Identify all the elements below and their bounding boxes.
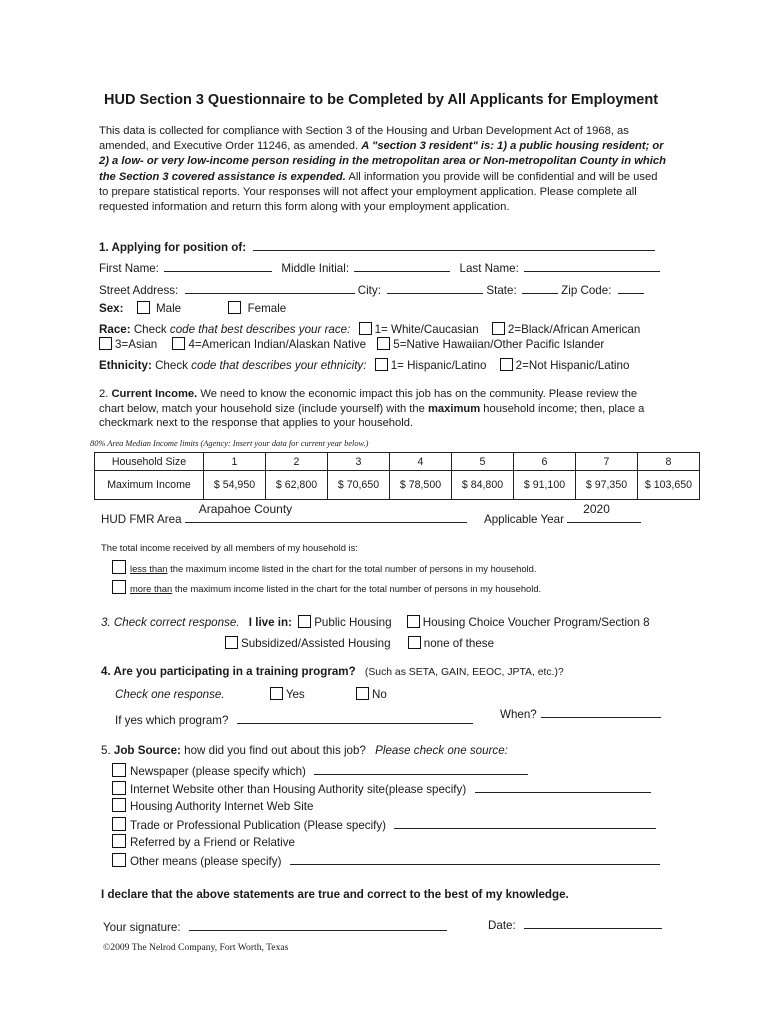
size-cell: 2 xyxy=(266,453,328,471)
yes-label: Yes xyxy=(285,688,305,701)
income-table xyxy=(94,452,700,500)
total-income-text: The total income received by all members of my household is: xyxy=(101,542,358,553)
applying-label: 1. Applying for position of: xyxy=(99,241,247,254)
income-cell: $ 97,350 xyxy=(576,471,638,500)
middle-initial-field[interactable] xyxy=(354,259,450,272)
ethnicity-prompt-check: Check xyxy=(155,359,192,372)
housing-row-1 xyxy=(101,615,650,629)
sex-row xyxy=(99,301,286,315)
signature-label: Your signature: xyxy=(103,921,181,934)
source-item-website xyxy=(112,780,651,796)
training-row xyxy=(101,665,564,678)
size-cell: 8 xyxy=(638,453,700,471)
year-value: 2020 xyxy=(583,502,610,516)
sex-label: Sex: xyxy=(99,302,124,315)
source-number: 5. xyxy=(101,744,111,757)
public-housing-checkbox[interactable] xyxy=(298,615,311,628)
position-field[interactable] xyxy=(253,238,655,251)
race-label: Race: xyxy=(99,323,131,336)
city-label: City: xyxy=(357,284,381,297)
voucher-checkbox[interactable] xyxy=(407,615,420,628)
race-1-checkbox[interactable] xyxy=(359,322,372,335)
size-cell: 6 xyxy=(514,453,576,471)
income-cell: $ 91,100 xyxy=(514,471,576,500)
ethnicity-label: Ethnicity: xyxy=(99,359,152,372)
trade-field[interactable] xyxy=(394,816,656,829)
source-question: how did you find out about this job? xyxy=(180,744,366,757)
intro-text-1: This data is collected for compliance with Section 3 of the Housing and Urban Development Act of 1968, as amended, and Executive Order 11246, as amended. xyxy=(99,125,629,153)
less-than-underlined: less than xyxy=(130,563,168,574)
fmr-row xyxy=(101,502,641,526)
other-field[interactable] xyxy=(290,852,660,865)
size-cell: 7 xyxy=(576,453,638,471)
intro-section3-definition: A "section 3 resident" is: 1) a public housing resident; or 2) a low- or very low-income person residing in the metropolitan area or Non-metropolitan County in which the Section 3 covered assistance is expended. xyxy=(99,140,666,183)
fmr-label: HUD FMR Area xyxy=(101,513,182,526)
housing-question: 3. Check correct response. xyxy=(101,616,240,629)
referral-label: Referred by a Friend or Relative xyxy=(130,836,295,849)
signature-row xyxy=(103,918,447,934)
street-label: Street Address: xyxy=(99,284,179,297)
signature-field[interactable] xyxy=(189,918,447,931)
trade-label: Trade or Professional Publication (Please specify) xyxy=(130,819,387,832)
middle-initial-label: Middle Initial: xyxy=(281,262,350,275)
program-field[interactable] xyxy=(237,711,473,724)
ethnicity-1-label: 1= Hispanic/Latino xyxy=(390,359,487,372)
female-label: Female xyxy=(247,302,287,315)
ha-site-checkbox[interactable] xyxy=(112,798,126,812)
income-number: 2. xyxy=(99,388,109,400)
table-row-household-size xyxy=(95,453,700,471)
race-prompt: code that best describes your race: xyxy=(169,323,351,336)
more-than-underlined: more than xyxy=(130,583,173,594)
size-cell: 1 xyxy=(204,453,266,471)
footer-copyright: ©2009 The Nelrod Company, Fort Worth, Texas xyxy=(103,942,289,953)
ethnicity-2-label: 2=Not Hispanic/Latino xyxy=(515,359,630,372)
race-row-2 xyxy=(99,337,604,351)
other-checkbox[interactable] xyxy=(112,853,126,867)
income-instructions xyxy=(99,387,665,431)
page-title: HUD Section 3 Questionnaire to be Completed by All Applicants for Employment xyxy=(104,92,659,108)
income-heading: Current Income. xyxy=(111,388,198,400)
program-row xyxy=(115,711,473,727)
more-than-text: the maximum income listed in the chart for the total number of persons in my household. xyxy=(172,583,542,594)
fmr-value: Arapahoe County xyxy=(198,502,293,516)
yes-checkbox[interactable] xyxy=(270,687,283,700)
when-label: When? xyxy=(500,708,537,721)
intro-text-3: All information you provide will be confidential and will be used to prepare statistical reports. Your responses will not affect your employment application. Please complete all requested information and return this form along with your employment application. xyxy=(99,170,658,214)
year-field[interactable] xyxy=(567,502,641,523)
source-item-referral xyxy=(112,834,295,849)
more-than-row xyxy=(112,580,541,594)
agency-note: 80% Area Median Income limits (Agency: Insert your data for current year below.) xyxy=(90,439,369,448)
fmr-field[interactable] xyxy=(185,502,467,523)
no-label: No xyxy=(371,688,387,701)
male-checkbox[interactable] xyxy=(137,301,150,314)
newspaper-checkbox[interactable] xyxy=(112,763,126,777)
race-2-label: 2=Black/African American xyxy=(507,323,641,336)
website-field[interactable] xyxy=(475,780,651,793)
race-2-checkbox[interactable] xyxy=(492,322,505,335)
newspaper-label: Newspaper (please specify which) xyxy=(130,765,306,778)
size-cell: 4 xyxy=(390,453,452,471)
race-1-label: 1= White/Caucasian xyxy=(374,323,479,336)
income-cell: $ 84,800 xyxy=(452,471,514,500)
size-cell: 3 xyxy=(328,453,390,471)
housing-row-2 xyxy=(225,636,494,650)
year-label: Applicable Year xyxy=(484,513,564,526)
source-item-trade xyxy=(112,816,656,832)
city-field[interactable] xyxy=(387,281,483,294)
subsidized-checkbox[interactable] xyxy=(225,636,238,649)
training-choice-row xyxy=(115,687,387,701)
ethnicity-row xyxy=(99,358,629,372)
source-item-newspaper xyxy=(112,762,528,778)
income-text-maximum: maximum xyxy=(427,402,481,415)
income-cell: $ 70,650 xyxy=(328,471,390,500)
income-cell: $ 54,950 xyxy=(204,471,266,500)
race-5-label: 5=Native Hawaiian/Other Pacific Islander xyxy=(393,338,605,351)
ethnicity-1-checkbox[interactable] xyxy=(375,358,388,371)
source-item-other xyxy=(112,852,660,868)
referral-checkbox[interactable] xyxy=(112,834,126,848)
race-4-checkbox[interactable] xyxy=(172,337,185,350)
when-row xyxy=(500,705,661,721)
race-row-1 xyxy=(99,322,640,336)
race-5-checkbox[interactable] xyxy=(377,337,390,350)
live-in-label: I live in: xyxy=(248,616,292,629)
training-examples: (Such as SETA, GAIN, EEOC, JPTA, etc.)? xyxy=(364,667,564,678)
date-field[interactable] xyxy=(524,916,662,929)
income-cell: $ 103,650 xyxy=(638,471,700,500)
declaration: I declare that the above statements are true and correct to the best of my knowledge. xyxy=(101,888,569,901)
state-field[interactable] xyxy=(522,281,558,294)
state-label: State: xyxy=(486,284,517,297)
none-checkbox[interactable] xyxy=(408,636,421,649)
ha-site-label: Housing Authority Internet Web Site xyxy=(130,800,314,813)
female-checkbox[interactable] xyxy=(228,301,241,314)
source-question-row xyxy=(101,744,508,757)
source-label: Job Source: xyxy=(113,744,181,757)
race-prompt-check: Check xyxy=(133,323,170,336)
training-question: 4. Are you participating in a training program? xyxy=(101,665,356,678)
maximum-income-header: Maximum Income xyxy=(95,471,204,500)
trade-checkbox[interactable] xyxy=(112,817,126,831)
less-than-text: the maximum income listed in the chart for the total number of persons in my household. xyxy=(167,563,537,574)
source-item-ha-site xyxy=(112,798,313,813)
voucher-label: Housing Choice Voucher Program/Section 8 xyxy=(422,616,650,629)
website-label: Internet Website other than Housing Authority site(please specify) xyxy=(130,783,467,796)
street-field[interactable] xyxy=(185,281,355,294)
no-checkbox[interactable] xyxy=(356,687,369,700)
intro-paragraph xyxy=(99,124,669,215)
date-label: Date: xyxy=(488,919,516,932)
household-size-header: Household Size xyxy=(95,453,204,471)
first-name-label: First Name: xyxy=(99,262,159,275)
income-cell: $ 78,500 xyxy=(390,471,452,500)
which-program-label: If yes which program? xyxy=(115,714,229,727)
table-row-maximum-income xyxy=(95,471,700,500)
source-hint: Please check one source: xyxy=(375,744,508,757)
less-than-checkbox[interactable] xyxy=(112,560,126,574)
subsidized-label: Subsidized/Assisted Housing xyxy=(241,637,391,650)
other-label: Other means (please specify) xyxy=(130,855,282,868)
when-field[interactable] xyxy=(541,705,661,718)
income-text-a: We need to know the economic impact this job has on the community. Please review the chart below, match your household size (include yourself) with the xyxy=(99,388,638,415)
race-3-label: 3=Asian xyxy=(115,338,158,351)
race-3-checkbox[interactable] xyxy=(99,337,112,350)
address-row xyxy=(99,281,644,297)
date-row xyxy=(488,916,662,932)
male-label: Male xyxy=(155,302,182,315)
website-checkbox[interactable] xyxy=(112,781,126,795)
applying-row xyxy=(99,238,655,254)
ethnicity-prompt: code that describes your ethnicity: xyxy=(191,359,367,372)
size-cell: 5 xyxy=(452,453,514,471)
income-cell: $ 62,800 xyxy=(266,471,328,500)
income-text-b: household income; then, place a checkmark next to the response that applies to your household. xyxy=(99,402,645,430)
public-housing-label: Public Housing xyxy=(314,616,392,629)
newspaper-field[interactable] xyxy=(314,762,528,775)
zip-label: Zip Code: xyxy=(561,284,612,297)
none-label: none of these xyxy=(423,637,495,650)
ethnicity-2-checkbox[interactable] xyxy=(500,358,513,371)
zip-field[interactable] xyxy=(618,281,644,294)
last-name-label: Last Name: xyxy=(459,262,519,275)
less-than-row xyxy=(112,560,536,574)
name-row xyxy=(99,259,660,275)
last-name-field[interactable] xyxy=(524,259,660,272)
first-name-field[interactable] xyxy=(164,259,272,272)
check-one-label: Check one response. xyxy=(115,688,225,701)
race-4-label: 4=American Indian/Alaskan Native xyxy=(188,338,367,351)
more-than-checkbox[interactable] xyxy=(112,580,126,594)
